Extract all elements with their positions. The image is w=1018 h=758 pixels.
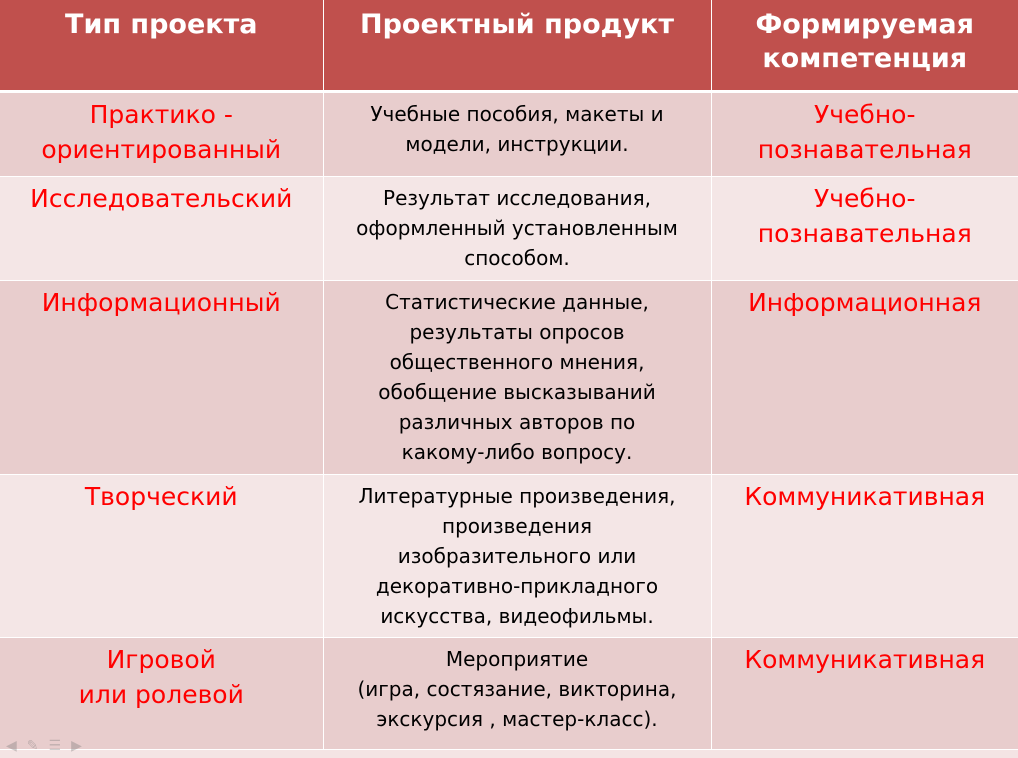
competence-cell: Учебно- познавательная (711, 92, 1018, 177)
project-type-cell: Практико - ориентированный (0, 92, 323, 177)
pen-icon[interactable]: ✎ (26, 738, 39, 754)
header-row (0, 0, 1018, 92)
project-type-cell: Информационный (0, 281, 323, 475)
arrow-left-icon[interactable]: ◀ (6, 738, 17, 754)
header-product: Проектный продукт (323, 0, 711, 92)
menu-icon[interactable]: ☰ (48, 738, 62, 754)
competence-cell: Коммуникативная (711, 475, 1018, 638)
competence-cell: Коммуникативная (711, 638, 1018, 750)
project-product-cell: Мероприятие (игра, состязание, викторина, экскурсия , мастер-класс). (323, 638, 711, 750)
table-row (0, 177, 1018, 281)
header-competence: Формируемая компетенция (711, 0, 1018, 92)
table-row (0, 475, 1018, 638)
project-type-cell: Игровой или ролевой (0, 638, 323, 750)
table-row (0, 638, 1018, 750)
competence-cell: Информационная (711, 281, 1018, 475)
table-row (0, 281, 1018, 475)
project-product-cell: Учебные пособия, макеты и модели, инструкции. (323, 92, 711, 177)
competence-cell: Учебно- познавательная (711, 177, 1018, 281)
project-type-cell: Исследовательский (0, 177, 323, 281)
project-product-cell: Статистические данные, результаты опросов общественного мнения, обобщение высказываний различных авторов по какому-либо вопросу. (323, 281, 711, 475)
table-row (0, 92, 1018, 177)
slide-controls (6, 738, 82, 754)
project-product-cell: Литературные произведения, произведения изобразительного или декоративно-прикладного искусства, видеофильмы. (323, 475, 711, 638)
project-type-cell: Творческий (0, 475, 323, 638)
project-product-cell: Результат исследования, оформленный установленным способом. (323, 177, 711, 281)
header-type: Тип проекта (0, 0, 323, 92)
arrow-right-icon[interactable]: ▶ (71, 738, 82, 754)
